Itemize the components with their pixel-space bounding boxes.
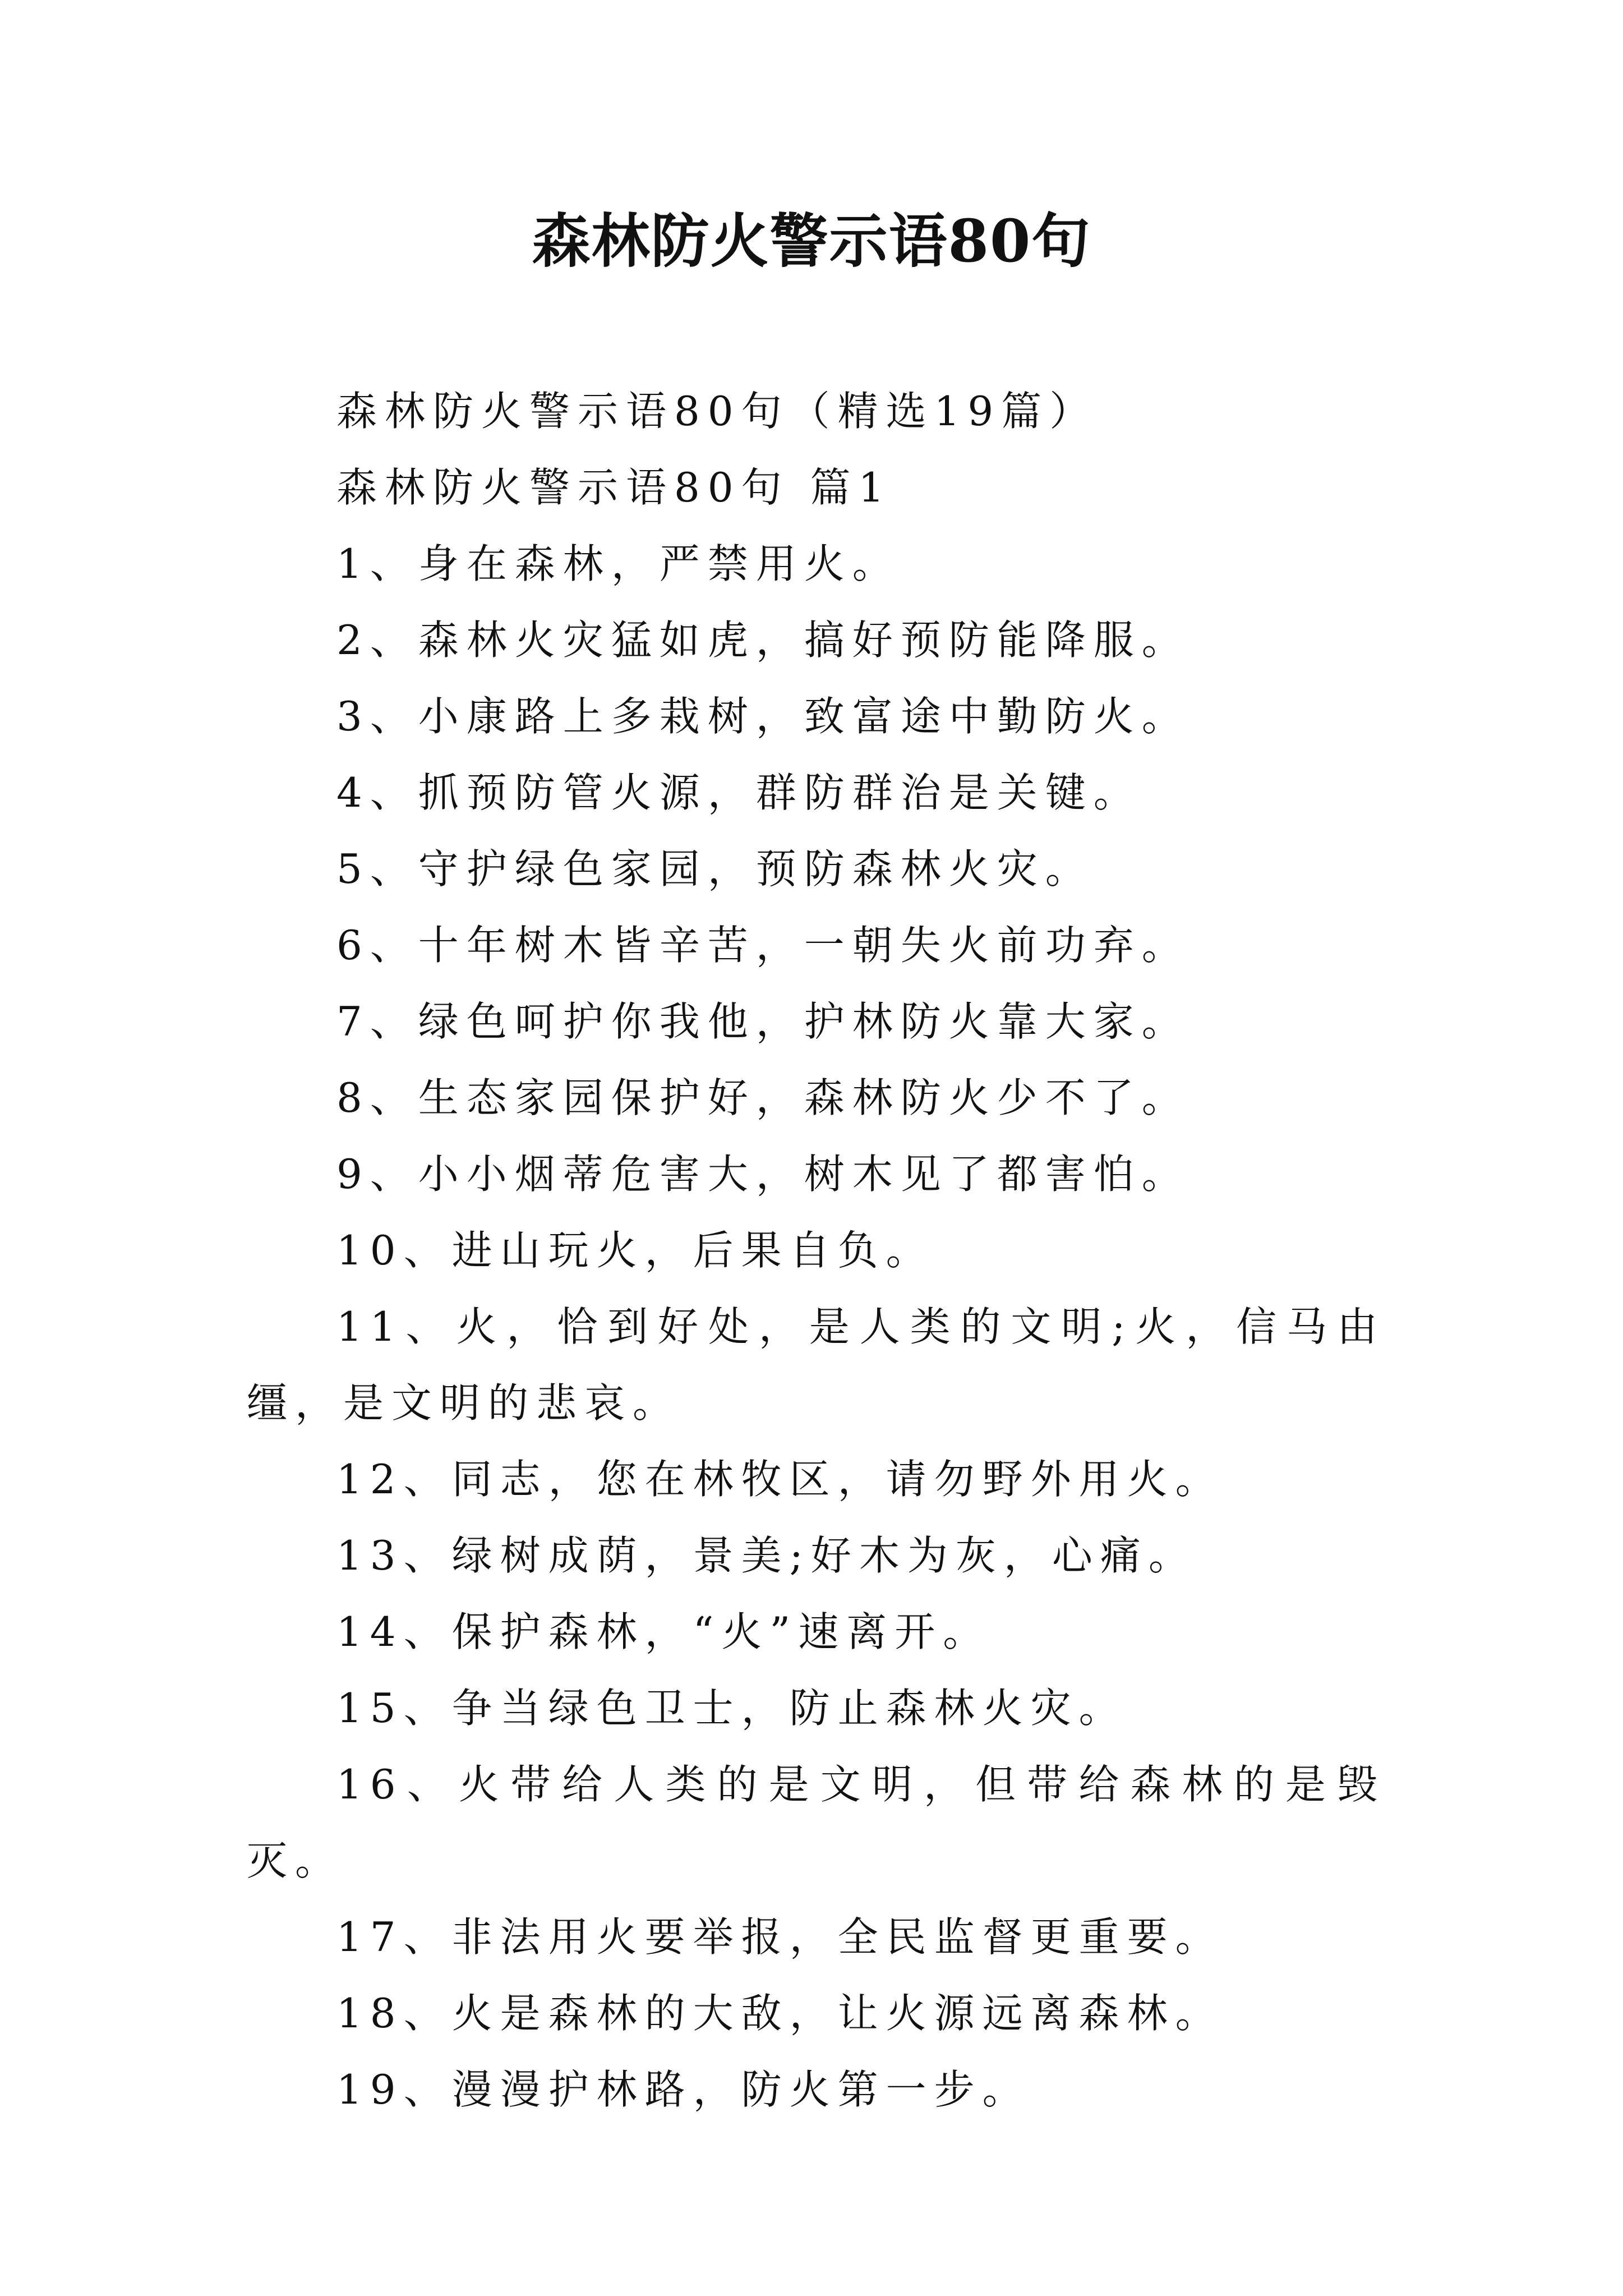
paragraph-item-2: 2、森林火灾猛如虎，搞好预防能降服。	[336, 616, 1190, 664]
paragraph-section-heading: 森林防火警示语80句 篇1	[336, 464, 892, 511]
paragraph-item-6: 6、十年树木皆辛苦，一朝失火前功弃。	[336, 922, 1190, 969]
paragraph-item-3: 3、小康路上多栽树，致富途中勤防火。	[336, 693, 1190, 740]
paragraph-item-11: 11、火，恰到好处，是人类的文明;火，信马由缰，是文明的悲哀。	[247, 1303, 1385, 1427]
paragraph-item-14: 14、保护森林，“火”速离开。	[336, 1608, 992, 1655]
paragraph-item-15: 15、争当绿色卫士，防止森林火灾。	[336, 1685, 1127, 1732]
paragraph-item-1: 1、身在森林，严禁用火。	[336, 540, 901, 587]
paragraph-item-5: 5、守护绿色家园，预防森林火灾。	[336, 845, 1094, 892]
paragraph-subtitle: 森林防火警示语80句（精选19篇）	[336, 388, 1098, 435]
paragraph-item-19: 19、漫漫护林路，防火第一步。	[336, 2066, 1031, 2113]
paragraph-item-17: 17、非法用火要举报，全民监督更重要。	[336, 1913, 1224, 1961]
paragraph-item-13: 13、绿树成荫，景美;好木为灰，心痛。	[336, 1532, 1197, 1579]
paragraph-item-16: 16、火带给人类的是文明，但带给森林的是毁灭。	[247, 1761, 1385, 1884]
paragraph-item-9: 9、小小烟蒂危害大，树木见了都害怕。	[336, 1151, 1190, 1198]
paragraph-item-10: 10、进山玩火，后果自负。	[336, 1227, 934, 1274]
paragraph-item-8: 8、生态家园保护好，森林防火少不了。	[336, 1074, 1190, 1121]
paragraph-item-18: 18、火是森林的大敌，让火源远离森林。	[336, 1990, 1224, 2037]
document-title: 森林防火警示语80句	[532, 206, 1091, 275]
paragraph-item-7: 7、绿色呵护你我他，护林防火靠大家。	[336, 998, 1190, 1045]
document-body	[247, 373, 1385, 2128]
paragraph-item-12: 12、同志，您在林牧区，请勿野外用火。	[336, 1456, 1224, 1503]
paragraph-item-4: 4、抓预防管火源，群防群治是关键。	[336, 769, 1142, 816]
